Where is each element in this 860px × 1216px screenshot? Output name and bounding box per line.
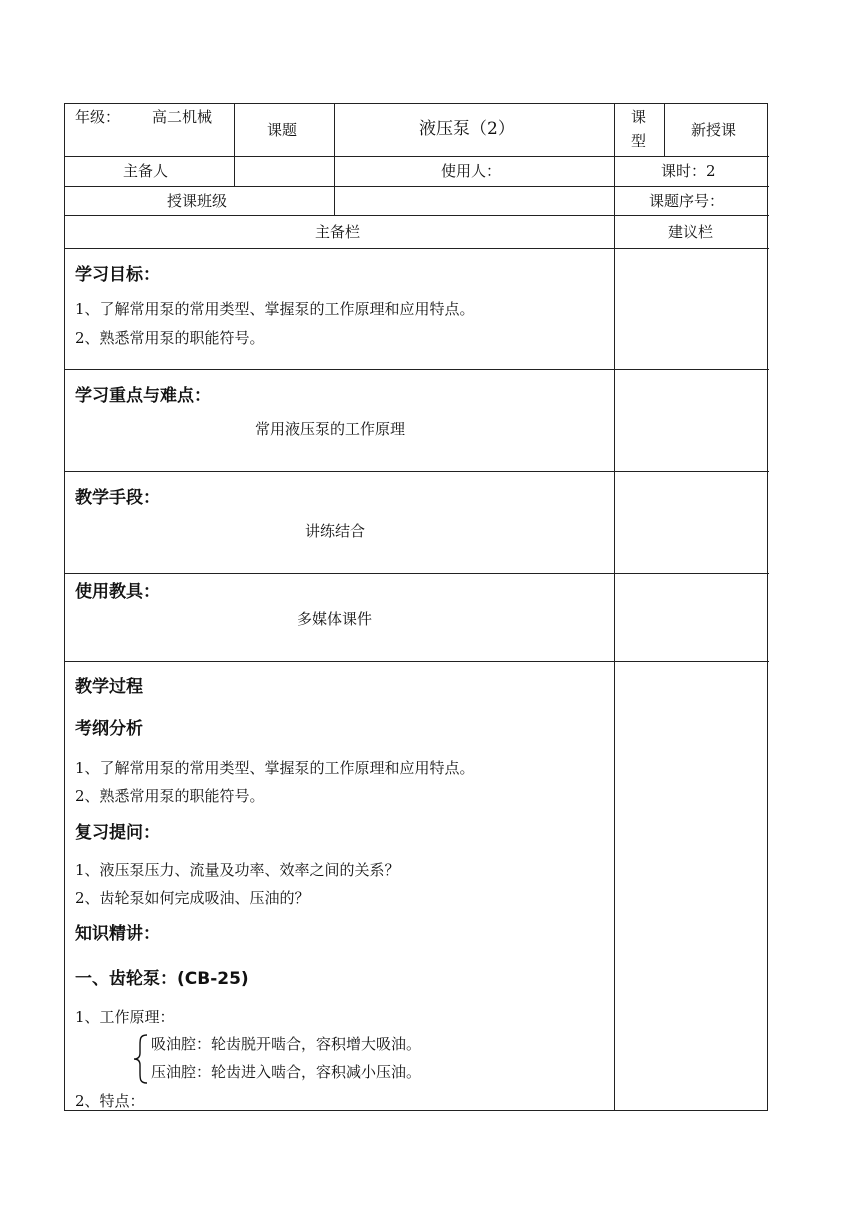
objectives-suggest-cell xyxy=(614,248,769,369)
hours-label: 课时：2 xyxy=(661,162,716,180)
principle-label: 1、工作原理： xyxy=(75,1008,175,1026)
grade-label: 年级： xyxy=(75,108,121,126)
review-item: 2、齿轮泵如何完成吸油、压油的？ xyxy=(75,889,310,907)
lesson-plan-table xyxy=(64,103,768,1111)
outline-item: 2、熟悉常用泵的职能符号。 xyxy=(75,787,265,805)
class-cell xyxy=(65,186,334,215)
process-heading: 教学过程 xyxy=(75,677,143,697)
main-col-label: 主备栏 xyxy=(315,223,361,241)
key-points-heading: 学习重点与难点： xyxy=(75,386,211,406)
tools-heading: 使用教具： xyxy=(75,582,160,602)
class-value-cell xyxy=(334,186,614,215)
objective-item: 2、熟悉常用泵的职能符号。 xyxy=(75,329,265,347)
tools-text: 多媒体课件 xyxy=(297,610,373,628)
user-label: 使用人： xyxy=(441,162,502,180)
topic-label: 课题 xyxy=(267,121,298,139)
class-label: 授课班级 xyxy=(167,192,228,210)
key-points-text: 常用液压泵的工作原理 xyxy=(255,420,406,438)
objectives-heading: 学习目标： xyxy=(75,265,160,285)
process-suggest-cell xyxy=(614,661,769,1111)
suggest-col-label: 建议栏 xyxy=(668,223,714,241)
topic-value-cell xyxy=(334,104,614,156)
review-item: 1、液压泵压力、流量及功率、效率之间的关系？ xyxy=(75,861,400,879)
methods-text: 讲练结合 xyxy=(305,522,366,540)
grade-cell xyxy=(65,104,234,156)
seq-cell xyxy=(614,186,769,215)
hours-cell xyxy=(614,156,769,186)
type-value-cell xyxy=(664,104,769,156)
preparer-value-cell xyxy=(234,156,334,186)
methods-suggest-cell xyxy=(614,471,769,573)
tools-cell xyxy=(65,573,614,661)
grade-value: 高二机械 xyxy=(152,108,213,126)
seq-label: 课题序号： xyxy=(649,192,725,210)
lesson-title: 液压泵（2） xyxy=(419,119,515,139)
type-label-cell xyxy=(614,104,664,156)
methods-heading: 教学手段： xyxy=(75,488,160,508)
user-cell xyxy=(334,156,614,186)
pressure-text: 压油腔：轮齿进入啮合，容积减小压油。 xyxy=(151,1063,422,1081)
type-label-2: 型 xyxy=(631,132,647,150)
key-points-cell xyxy=(65,369,614,471)
type-label-1: 课 xyxy=(631,108,647,126)
preparer-cell xyxy=(65,156,234,186)
main-col-cell xyxy=(65,215,614,248)
features-label: 2、特点： xyxy=(75,1092,145,1110)
preparer-label: 主备人 xyxy=(123,162,169,180)
tools-suggest-cell xyxy=(614,573,769,661)
suggest-col-cell xyxy=(614,215,769,248)
outline-item: 1、了解常用泵的常用类型、掌握泵的工作原理和应用特点。 xyxy=(75,759,475,777)
methods-cell xyxy=(65,471,614,573)
section1-heading: 一、齿轮泵：(CB-25) xyxy=(75,969,249,989)
brace-icon xyxy=(131,1033,151,1085)
suction-text: 吸油腔：轮齿脱开啮合，容积增大吸油。 xyxy=(151,1035,422,1053)
outline-heading: 考纲分析 xyxy=(75,719,143,739)
key-points-suggest-cell xyxy=(614,369,769,471)
objective-item: 1、了解常用泵的常用类型、掌握泵的工作原理和应用特点。 xyxy=(75,300,475,318)
knowledge-heading: 知识精讲： xyxy=(75,924,160,944)
review-heading: 复习提问： xyxy=(75,823,160,843)
objectives-cell xyxy=(65,248,614,369)
process-cell xyxy=(65,661,614,1111)
type-value: 新授课 xyxy=(691,121,737,139)
topic-label-cell xyxy=(234,104,334,156)
